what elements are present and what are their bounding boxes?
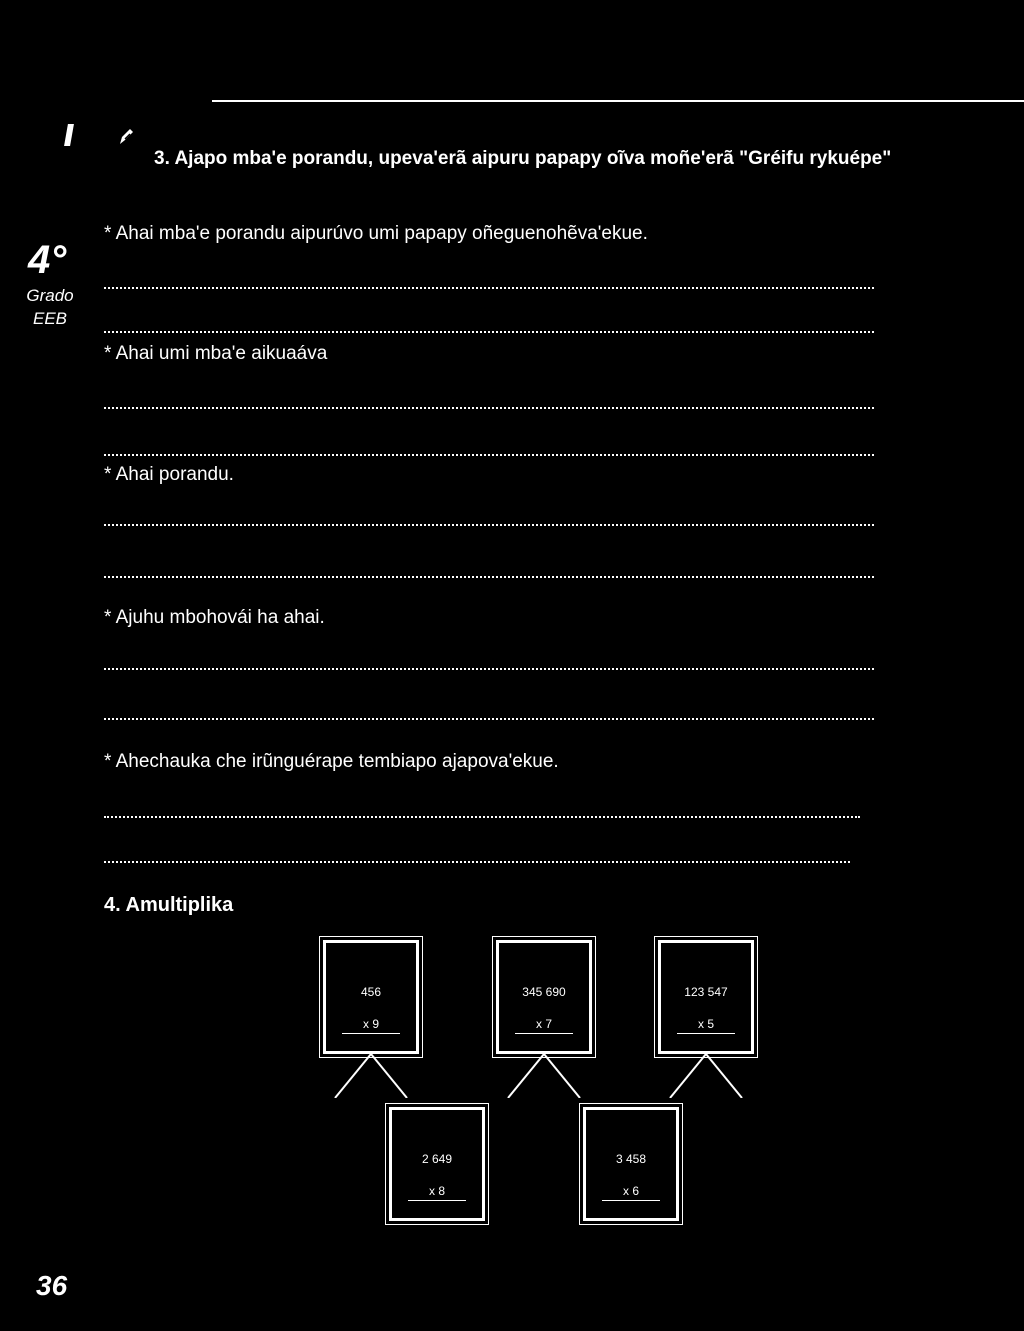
easel-legs: [331, 1054, 411, 1098]
pencil-icon: [116, 126, 136, 146]
board-number: 3 458: [615, 1152, 647, 1166]
board-number: 345 690: [522, 985, 566, 999]
easel-legs: [504, 1054, 584, 1098]
multiplication-board: [389, 1107, 485, 1221]
question-4-title: 4. Amultiplika: [104, 894, 234, 916]
question-3-text: Ajapo mba'e porandu, upeva'erã aipuru papapy oĩva moñe'erã "Gréifu rykuépe": [174, 148, 892, 169]
multiplication-board: [496, 940, 592, 1054]
answer-line[interactable]: [104, 861, 850, 863]
board-multiplier: x 9: [342, 1017, 400, 1034]
grade-label: Grado: [26, 286, 74, 305]
multiplication-board: [658, 940, 754, 1054]
multiplication-board: [323, 940, 419, 1054]
grade-number: 4°: [28, 238, 67, 282]
answer-line[interactable]: [104, 287, 874, 289]
board-multiplier: x 7: [515, 1017, 573, 1034]
prompt-4: * Ajuhu mbohovái ha ahai.: [104, 607, 325, 628]
answer-line[interactable]: [104, 576, 874, 578]
prompt-3: * Ahai porandu.: [104, 464, 234, 485]
answer-line[interactable]: [104, 816, 860, 818]
slash-mark-icon: [64, 124, 74, 146]
prompt-2: * Ahai umi mba'e aikuaáva: [104, 343, 328, 364]
question-3-number: 3.: [154, 148, 170, 169]
board-number: 123 547: [684, 985, 728, 999]
board-number: 456: [360, 985, 382, 999]
answer-line[interactable]: [104, 331, 874, 333]
easel-legs: [666, 1054, 746, 1098]
multiplication-board: [583, 1107, 679, 1221]
answer-line[interactable]: [104, 454, 874, 456]
answer-line[interactable]: [104, 524, 874, 526]
board-number: 2 649: [421, 1152, 453, 1166]
question-3-title: [104, 146, 934, 172]
board-multiplier: x 6: [602, 1184, 660, 1201]
page-number: 36: [36, 1270, 68, 1301]
grade-level: EEB: [32, 309, 68, 328]
header-rule: [212, 100, 1024, 102]
prompt-1: * Ahai mba'e porandu aipurúvo umi papapy oñeguenohẽva'ekue.: [104, 223, 648, 244]
answer-line[interactable]: [104, 718, 874, 720]
answer-line[interactable]: [104, 407, 874, 409]
board-multiplier: x 5: [677, 1017, 735, 1034]
answer-line[interactable]: [104, 668, 874, 670]
board-multiplier: x 8: [408, 1184, 466, 1201]
prompt-5: * Ahechauka che irũnguérape tembiapo ajapova'ekue.: [104, 751, 559, 772]
